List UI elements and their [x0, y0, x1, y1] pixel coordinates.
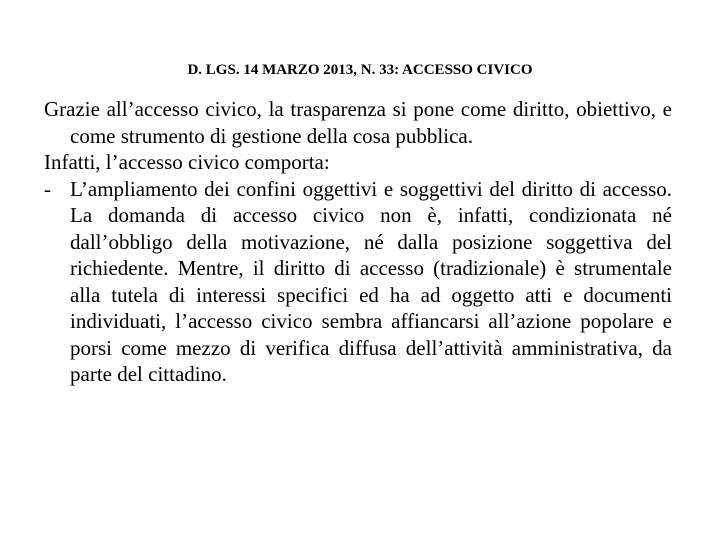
- bullet-marker: -: [44, 176, 51, 201]
- lead-in-paragraph: Infatti, l’accesso civico comporta:: [44, 150, 330, 174]
- slide-body: [44, 96, 672, 388]
- intro-paragraph: Grazie all’accesso civico, la trasparenza si pone come diritto, obiettivo, e come strumento di gestione della cosa pubblica.: [44, 97, 672, 148]
- slide-title: D. LGS. 14 MARZO 2013, N. 33: ACCESSO CIVICO: [187, 62, 533, 78]
- bullet-item: [44, 176, 672, 388]
- bullet-text: L’ampliamento dei confini oggettivi e soggettivi del diritto di accesso. La domanda di accesso civico non è, infatti, condizionata né dall’obbligo della motivazione, né dalla posizione soggettiva del richiedente. Mentre, il diritto di accesso (tradizionale) è strumentale alla tutela di interessi specifici ed ha ad oggetto atti e documenti individuati, l’accesso civico sembra affiancarsi all’azione popolare e porsi come mezzo di verifica diffusa dell’attività amministrativa, da parte del cittadino.: [70, 176, 672, 386]
